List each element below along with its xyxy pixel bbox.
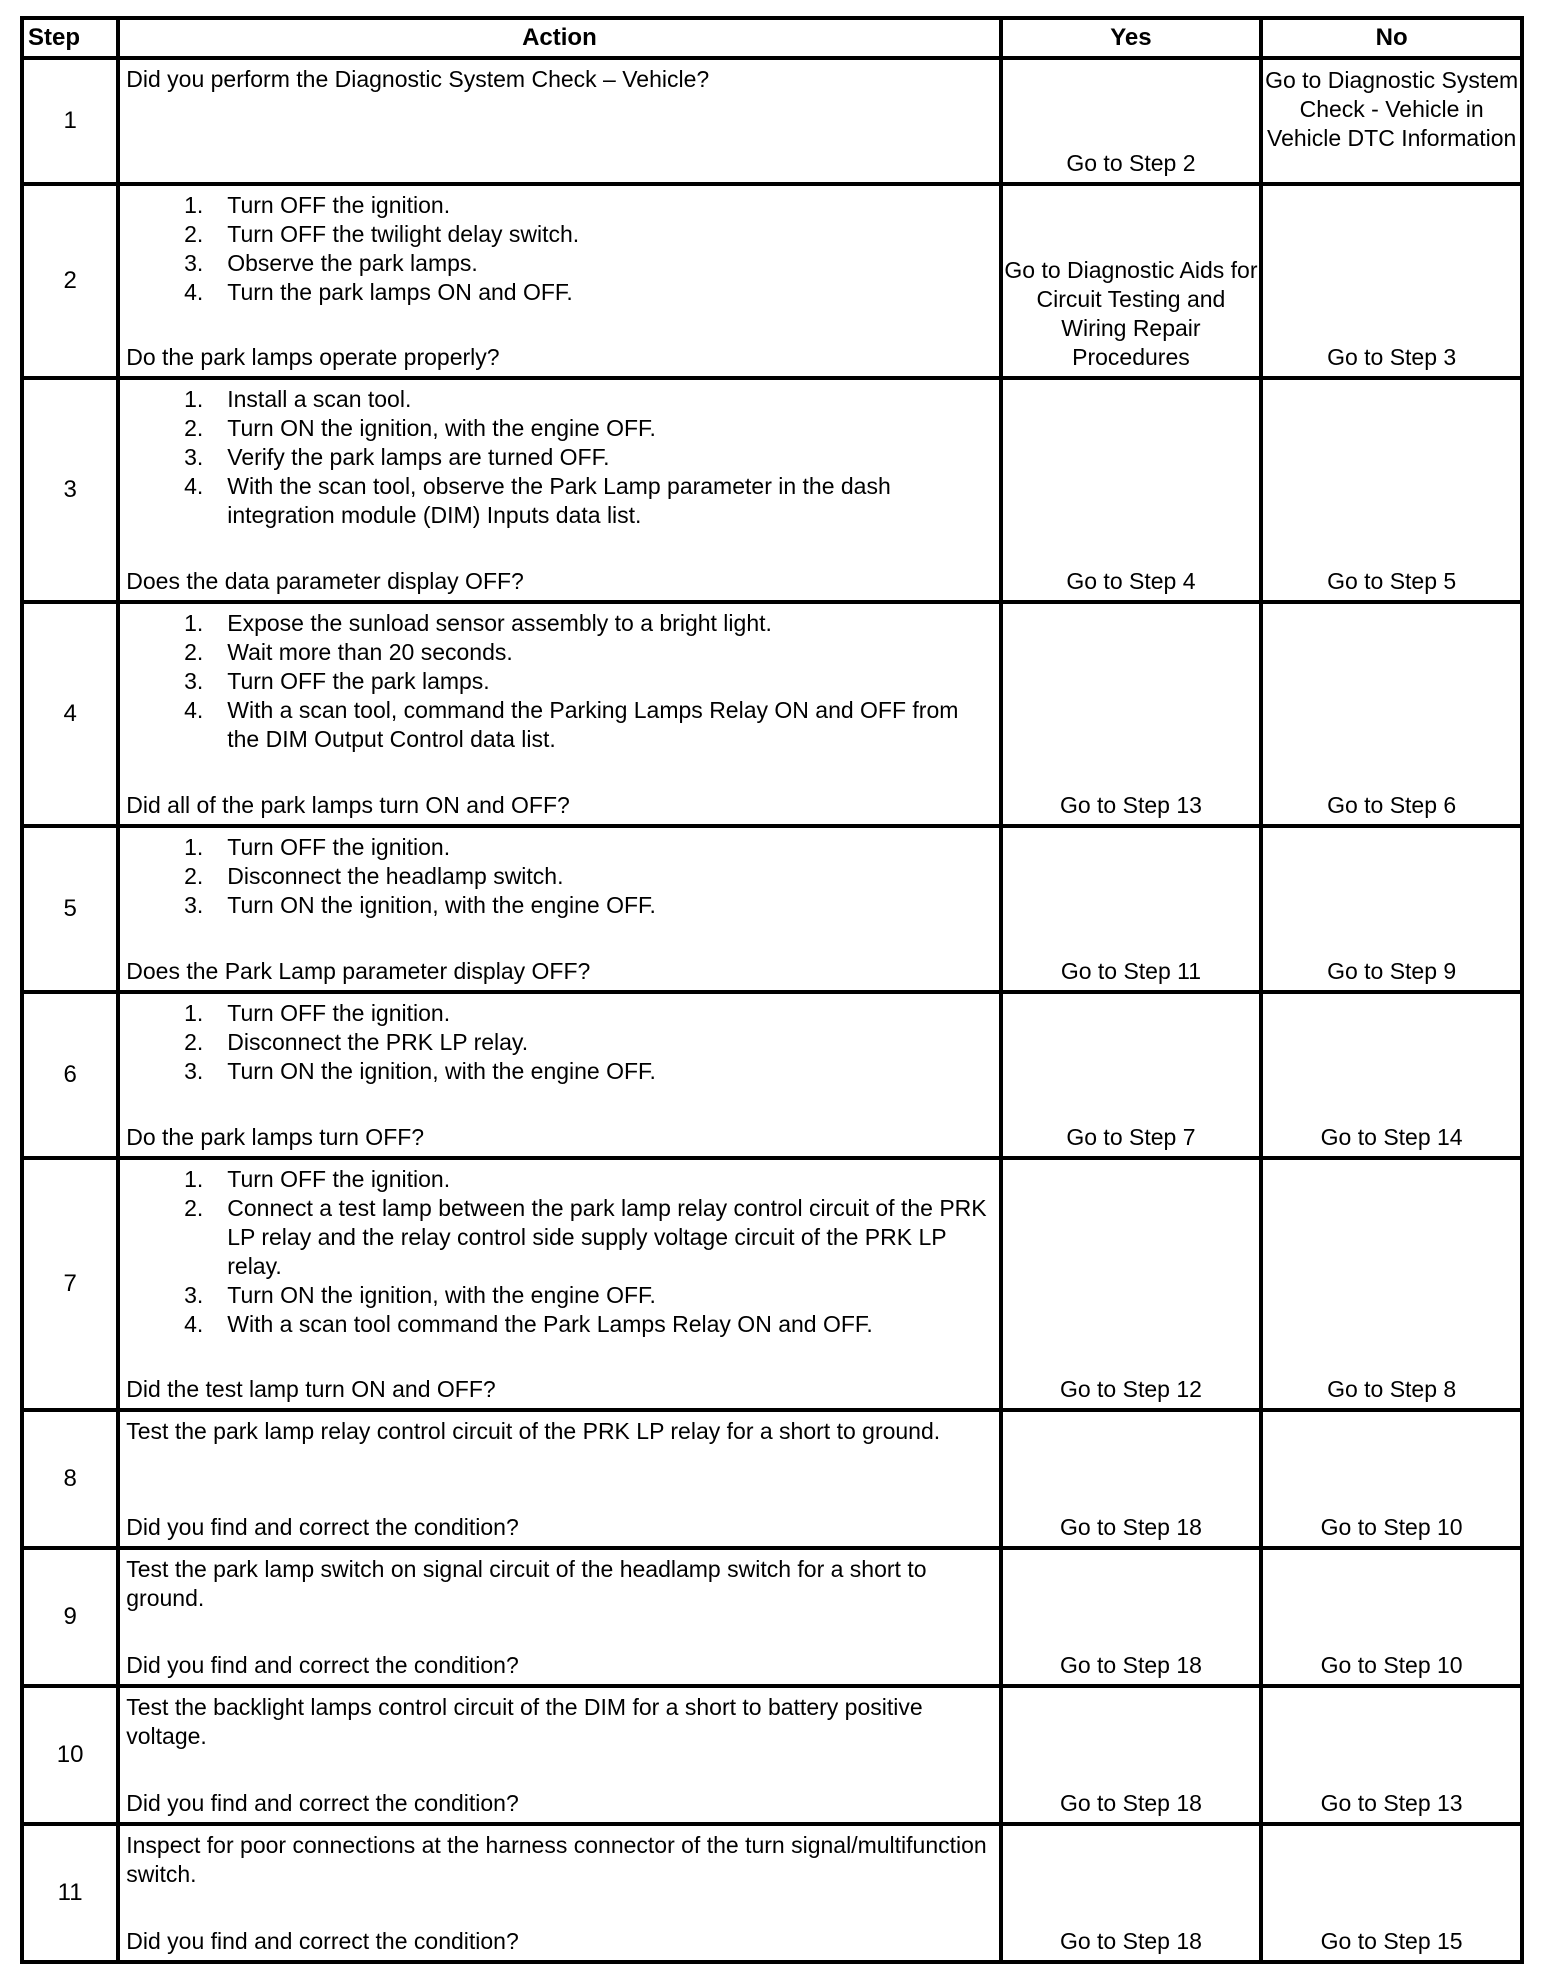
action-question: Did you find and correct the condition? <box>126 1652 519 1678</box>
action-step-item <box>126 1165 990 1194</box>
yes-result: Go to Step 18 <box>1001 1548 1262 1686</box>
action-step-text: Turn ON the ignition, with the engine OFF. <box>227 1058 656 1084</box>
step-number: 10 <box>22 1686 118 1824</box>
action-step-item <box>126 1310 990 1339</box>
no-result: Go to Step 13 <box>1261 1686 1522 1824</box>
action-step-item <box>126 191 990 220</box>
action-cell <box>118 602 1000 826</box>
action-step-text: Turn ON the ignition, with the engine OFF. <box>227 1282 656 1308</box>
action-step-text: Turn OFF the ignition. <box>227 192 451 218</box>
action-steps-list <box>126 191 990 307</box>
action-step-item <box>126 1057 990 1086</box>
action-step-number: 4. <box>184 473 204 499</box>
action-question: Did you find and correct the condition? <box>126 1514 519 1540</box>
table-row <box>22 184 1522 378</box>
yes-result: Go to Step 18 <box>1001 1824 1262 1962</box>
no-result: Go to Step 6 <box>1261 602 1522 826</box>
action-step-item <box>126 220 990 249</box>
action-step-number: 4. <box>184 697 204 723</box>
diagnostic-table <box>20 16 1524 1964</box>
step-number: 4 <box>22 602 118 826</box>
action-steps-list <box>126 999 990 1086</box>
action-steps-list <box>126 609 990 754</box>
action-step-item <box>126 472 990 530</box>
step-number: 1 <box>22 58 118 184</box>
action-step-number: 2. <box>184 863 204 889</box>
action-step-item <box>126 862 990 891</box>
yes-result: Go to Step 11 <box>1001 826 1262 992</box>
no-result: Go to Step 15 <box>1261 1824 1522 1962</box>
table-row <box>22 1548 1522 1686</box>
table-row <box>22 826 1522 992</box>
action-step-item <box>126 999 990 1028</box>
step-number: 2 <box>22 184 118 378</box>
header-yes: Yes <box>1001 18 1262 58</box>
action-steps-list <box>126 385 990 530</box>
step-number: 6 <box>22 992 118 1158</box>
action-cell <box>118 378 1000 602</box>
action-step-text: Turn the park lamps ON and OFF. <box>227 279 573 305</box>
action-step-number: 3. <box>184 1058 204 1084</box>
table-row <box>22 1158 1522 1410</box>
action-step-text: Install a scan tool. <box>227 386 412 412</box>
header-row <box>22 18 1522 58</box>
action-step-item <box>126 1281 990 1310</box>
action-step-text: Disconnect the PRK LP relay. <box>227 1029 529 1055</box>
no-result: Go to Step 3 <box>1261 184 1522 378</box>
action-step-number: 4. <box>184 1311 204 1337</box>
action-step-text: Connect a test lamp between the park lamp relay control circuit of the PRK LP relay and the relay control side supply voltage circuit of the PRK LP relay. <box>227 1195 987 1279</box>
table-row <box>22 1824 1522 1962</box>
action-step-item <box>126 609 990 638</box>
action-step-text: With the scan tool, observe the Park Lamp parameter in the dash integration module (DIM) Inputs data list. <box>227 473 891 528</box>
action-step-text: With a scan tool, command the Parking Lamps Relay ON and OFF from the DIM Output Control data list. <box>227 697 959 752</box>
no-result: Go to Step 8 <box>1261 1158 1522 1410</box>
action-step-item <box>126 414 990 443</box>
yes-result: Go to Step 13 <box>1001 602 1262 826</box>
yes-result: Go to Step 2 <box>1001 58 1262 184</box>
action-cell <box>118 1686 1000 1824</box>
header-action: Action <box>118 18 1000 58</box>
table-row <box>22 992 1522 1158</box>
action-intro: Test the backlight lamps control circuit of the DIM for a short to battery positive voltage. <box>126 1694 930 1749</box>
action-step-item <box>126 443 990 472</box>
action-step-number: 1. <box>184 1000 204 1026</box>
step-number: 7 <box>22 1158 118 1410</box>
action-step-text: Turn ON the ignition, with the engine OFF. <box>227 892 656 918</box>
action-step-text: Turn OFF the twilight delay switch. <box>227 221 580 247</box>
action-cell <box>118 826 1000 992</box>
yes-result: Go to Step 7 <box>1001 992 1262 1158</box>
step-number: 11 <box>22 1824 118 1962</box>
action-step-number: 1. <box>184 610 204 636</box>
table-row <box>22 1686 1522 1824</box>
yes-result: Go to Step 4 <box>1001 378 1262 602</box>
action-intro: Inspect for poor connections at the harness connector of the turn signal/multifunction switch. <box>126 1832 994 1887</box>
action-step-number: 3. <box>184 668 204 694</box>
step-number: 9 <box>22 1548 118 1686</box>
action-question: Did you find and correct the condition? <box>126 1928 519 1954</box>
action-step-number: 1. <box>184 192 204 218</box>
action-question: Did you find and correct the condition? <box>126 1790 519 1816</box>
action-step-item <box>126 833 990 862</box>
action-step-number: 3. <box>184 1282 204 1308</box>
action-step-item <box>126 638 990 667</box>
action-question: Does the data parameter display OFF? <box>126 568 524 594</box>
action-step-text: Observe the park lamps. <box>227 250 478 276</box>
action-cell <box>118 1158 1000 1410</box>
action-step-item <box>126 1028 990 1057</box>
no-result: Go to Step 9 <box>1261 826 1522 992</box>
action-step-text: Expose the sunload sensor assembly to a bright light. <box>227 610 772 636</box>
action-step-text: Turn OFF the ignition. <box>227 1166 451 1192</box>
action-step-text: Turn OFF the ignition. <box>227 1000 451 1026</box>
action-step-item <box>126 278 990 307</box>
step-number: 8 <box>22 1410 118 1548</box>
table-row <box>22 58 1522 184</box>
action-question: Did the test lamp turn ON and OFF? <box>126 1376 496 1402</box>
action-intro: Test the park lamp relay control circuit of the PRK LP relay for a short to ground. <box>126 1418 941 1444</box>
step-number: 5 <box>22 826 118 992</box>
step-number: 3 <box>22 378 118 602</box>
action-cell <box>118 1410 1000 1548</box>
action-question: Do the park lamps operate properly? <box>126 344 500 370</box>
action-step-item <box>126 891 990 920</box>
action-question: Do the park lamps turn OFF? <box>126 1124 425 1150</box>
action-step-item <box>126 1194 990 1281</box>
action-cell <box>118 1548 1000 1686</box>
action-step-number: 3. <box>184 892 204 918</box>
action-question: Did all of the park lamps turn ON and OFF? <box>126 792 570 818</box>
no-result: Go to Step 14 <box>1261 992 1522 1158</box>
action-cell <box>118 184 1000 378</box>
no-result: Go to Diagnostic System Check - Vehicle in Vehicle DTC Information <box>1261 58 1522 184</box>
action-cell <box>118 992 1000 1158</box>
action-cell <box>118 1824 1000 1962</box>
action-intro: Did you perform the Diagnostic System Check – Vehicle? <box>126 66 710 92</box>
no-result: Go to Step 10 <box>1261 1548 1522 1686</box>
action-step-item <box>126 696 990 754</box>
yes-result: Go to Step 18 <box>1001 1686 1262 1824</box>
yes-result: Go to Diagnostic Aids for Circuit Testing and Wiring Repair Procedures <box>1001 184 1262 378</box>
action-step-text: Wait more than 20 seconds. <box>227 639 513 665</box>
action-step-number: 3. <box>184 250 204 276</box>
action-cell <box>118 58 1000 184</box>
table-row <box>22 378 1522 602</box>
action-step-text: Verify the park lamps are turned OFF. <box>227 444 610 470</box>
action-step-text: Turn ON the ignition, with the engine OFF. <box>227 415 656 441</box>
no-result: Go to Step 10 <box>1261 1410 1522 1548</box>
action-step-item <box>126 249 990 278</box>
table-row <box>22 1410 1522 1548</box>
action-step-number: 1. <box>184 386 204 412</box>
action-step-text: Turn OFF the ignition. <box>227 834 451 860</box>
table-row <box>22 602 1522 826</box>
no-result: Go to Step 5 <box>1261 378 1522 602</box>
action-step-number: 1. <box>184 834 204 860</box>
action-step-number: 4. <box>184 279 204 305</box>
action-step-item <box>126 385 990 414</box>
action-step-number: 2. <box>184 221 204 247</box>
action-step-item <box>126 667 990 696</box>
header-no: No <box>1261 18 1522 58</box>
action-intro: Test the park lamp switch on signal circuit of the headlamp switch for a short to ground. <box>126 1556 933 1611</box>
action-steps-list <box>126 833 990 920</box>
action-step-number: 2. <box>184 639 204 665</box>
action-step-text: Disconnect the headlamp switch. <box>227 863 564 889</box>
yes-result: Go to Step 18 <box>1001 1410 1262 1548</box>
action-step-number: 2. <box>184 1195 204 1221</box>
action-question: Does the Park Lamp parameter display OFF? <box>126 958 591 984</box>
action-step-number: 2. <box>184 415 204 441</box>
action-step-text: Turn OFF the park lamps. <box>227 668 490 694</box>
yes-result: Go to Step 12 <box>1001 1158 1262 1410</box>
action-step-text: With a scan tool command the Park Lamps Relay ON and OFF. <box>227 1311 873 1337</box>
action-steps-list <box>126 1165 990 1339</box>
action-step-number: 1. <box>184 1166 204 1192</box>
action-step-number: 3. <box>184 444 204 470</box>
header-step: Step <box>22 18 118 58</box>
action-step-number: 2. <box>184 1029 204 1055</box>
